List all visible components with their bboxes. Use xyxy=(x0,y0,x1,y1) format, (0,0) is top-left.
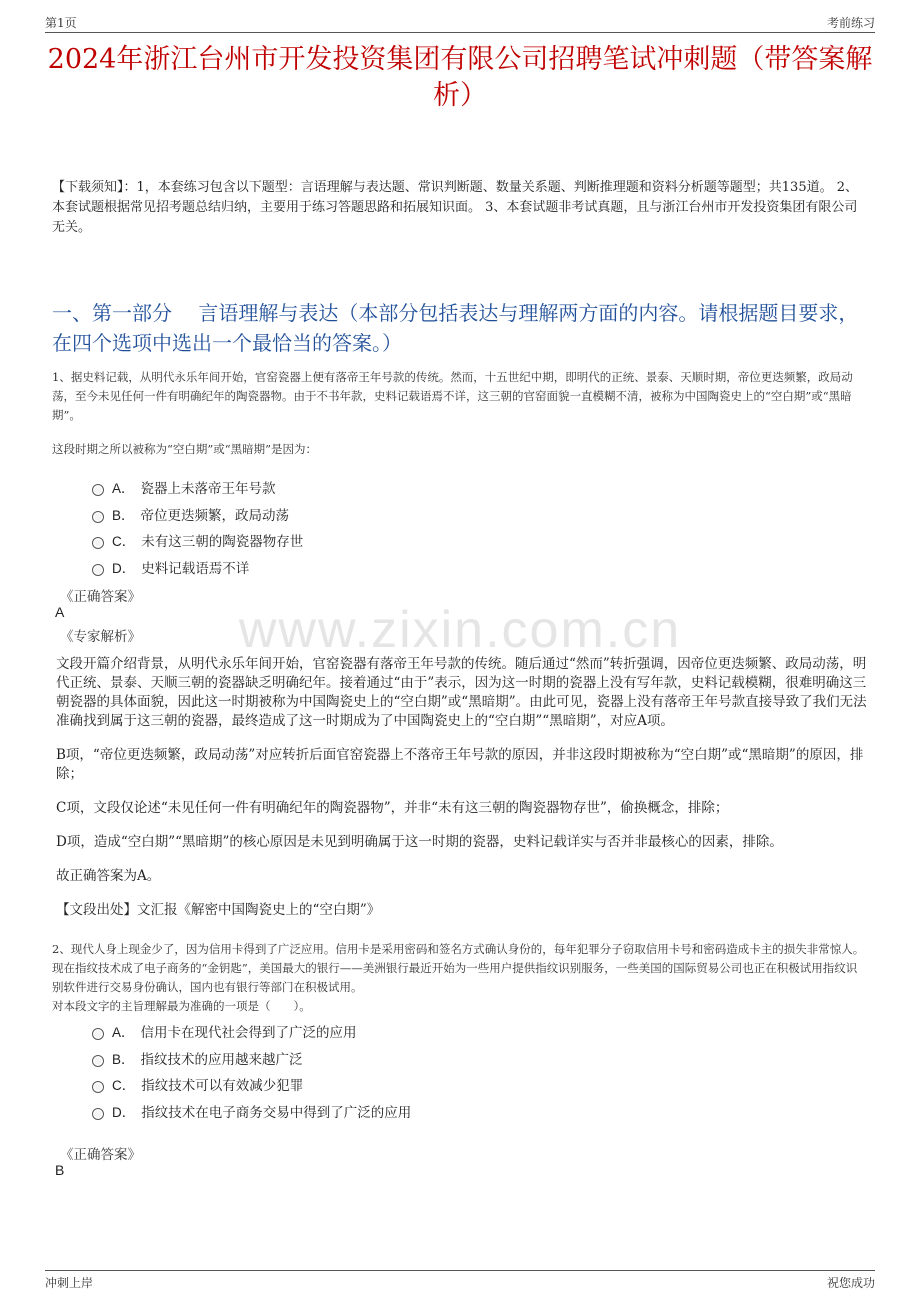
radio-icon[interactable] xyxy=(92,1055,104,1067)
question-1-prompt: 这段时期之所以被称为“空白期”或“黑暗期”是因为： xyxy=(52,442,318,456)
question-2-options xyxy=(92,1018,411,1124)
question-2-stem: 2、现代人身上现金少了，因为信用卡得到了广泛应用。信用卡是采用密码和签名方式确认身份的，每年犯罪分子窃取信用卡号和密码造成卡主的损失非常惊人。现在指纹技术成了电子商务的“金钥匙”，美国最大的银行——美洲银行最近开始为一些用户提供指纹识别服务，一些美国的国际贸易公司也正在积极试用指纹识别软件进行交易身份确认，国内也有银行等部门在积极试用。 对本段文字的主旨理解最为准确的一项是（ ）。 xyxy=(52,940,868,1016)
q2-option-d[interactable]: D． 指纹技术在电子商务交易中得到了广泛的应用 xyxy=(92,1098,411,1125)
q1-analysis-label: 《专家解析》 xyxy=(60,629,141,645)
page-header xyxy=(45,12,875,33)
analysis-paragraph: 故正确答案为A。 xyxy=(56,868,161,884)
page-footer xyxy=(45,1270,875,1291)
radio-icon[interactable] xyxy=(92,1108,104,1120)
radio-icon[interactable] xyxy=(92,1028,104,1040)
option-text: 未有这三朝的陶瓷器物存世 xyxy=(141,534,304,551)
q1-answer-label: 《正确答案》 xyxy=(60,589,141,605)
footer-left: 冲刺上岸 xyxy=(45,1276,94,1290)
watermark: www.zixin.com.cn xyxy=(238,601,682,659)
option-text: 瓷器上未落帝王年号款 xyxy=(140,481,276,498)
q1-answer: A xyxy=(55,604,65,620)
option-text: 帝位更迭频繁，政局动荡 xyxy=(140,507,290,524)
page-title: 2024年浙江台州市开发投资集团有限公司招聘笔试冲刺题（带答案解析） xyxy=(47,44,873,111)
option-text: 指纹技术可以有效减少犯罪 xyxy=(141,1078,304,1095)
radio-icon[interactable] xyxy=(92,484,104,496)
radio-icon[interactable] xyxy=(92,564,104,576)
option-text: 指纹技术的应用越来越广泛 xyxy=(140,1051,303,1068)
analysis-paragraph: B项，“帝位更迭频繁，政局动荡”对应转折后面官窑瓷器上不落帝王年号款的原因，并非这段时期被称为“空白期”或“黑暗期”的原因，排除； xyxy=(56,747,864,782)
q1-analysis xyxy=(56,655,868,935)
question-1-stem: 1、据史料记载，从明代永乐年间开始，官窑瓷器上便有落帝王年号款的传统。然而，十五世纪中期，即明代的正统、景泰、天顺时期，帝位更迭频繁，政局动荡，至今未见任何一件有明确纪年的陶瓷器物。由于不书年款，史料记载语焉不详，这三朝的官窑面貌一直模糊不清，被称为中国陶瓷史上的“空白期”或“黑暗期”。 xyxy=(52,370,853,422)
q2-answer: B xyxy=(55,1162,65,1178)
q1-option-c[interactable]: C． 未有这三朝的陶瓷器物存世 xyxy=(92,527,303,554)
q2-option-b[interactable]: B． 指纹技术的应用越来越广泛 xyxy=(92,1045,411,1072)
q1-option-b[interactable]: B． 帝位更迭频繁，政局动荡 xyxy=(92,501,303,528)
download-notice: 【下载须知】：1，本套练习包含以下题型：言语理解与表达题、常识判断题、数量关系题、判断推理题和资料分析题等题型；共135道。 2、本套试题根据常见招考题总结归纳，主要用于练习答题思路和拓展知识面。 3、本套试题非考试真题，且与浙江台州市开发投资集团有限公司无关。 xyxy=(52,180,858,235)
q1-option-d[interactable]: D． 史料记载语焉不详 xyxy=(92,554,303,581)
q1-option-a[interactable]: A． 瓷器上未落帝王年号款 xyxy=(92,474,303,501)
option-text: 史料记载语焉不详 xyxy=(141,560,250,577)
radio-icon[interactable] xyxy=(92,1081,104,1093)
page-number: 第1页 xyxy=(45,16,77,30)
analysis-source: 【文段出处】文汇报《解密中国陶瓷史上的“空白期”》 xyxy=(56,902,381,918)
radio-icon[interactable] xyxy=(92,511,104,523)
analysis-paragraph: 文段开篇介绍背景，从明代永乐年间开始，官窑瓷器有落帝王年号款的传统。随后通过“然而”转折强调，因帝位更迭频繁、政局动荡，明代正统、景泰、天顺三朝的瓷器缺乏明确纪年。接着通过“由于”表示，因为这一时期的瓷器上没有写年款，史料记载模糊，很难明确这三朝瓷器的具体面貌，因此这一时期被称为中国陶瓷史上的“空白期”或“黑暗期”。由此可见，瓷器上没有落帝王年号款直接导致了我们无法准确找到属于这三朝的瓷器，最终造成了这一时期成为了中国陶瓷史上的“空白期”“黑暗期”，对应A项。 xyxy=(56,656,867,729)
radio-icon[interactable] xyxy=(92,537,104,549)
question-1-options xyxy=(92,474,303,580)
option-text: 指纹技术在电子商务交易中得到了广泛的应用 xyxy=(141,1104,412,1121)
header-label: 考前练习 xyxy=(826,16,875,30)
option-text: 信用卡在现代社会得到了广泛的应用 xyxy=(140,1025,357,1042)
question-2-prompt: 对本段文字的主旨理解最为准确的一项是（ ）。 xyxy=(52,999,311,1013)
section-title: 一、第一部分 言语理解与表达（本部分包括表达与理解两方面的内容。请根据题目要求，在四个选项中选出一个最恰当的答案。） xyxy=(52,301,859,355)
q2-option-a[interactable]: A． 信用卡在现代社会得到了广泛的应用 xyxy=(92,1018,411,1045)
footer-right: 祝您成功 xyxy=(826,1276,875,1290)
analysis-paragraph: D项，造成“空白期”“黑暗期”的核心原因是未见到明确属于这一时期的瓷器，史料记载详实与否并非最核心的因素，排除。 xyxy=(56,834,783,850)
q2-option-c[interactable]: C． 指纹技术可以有效减少犯罪 xyxy=(92,1071,411,1098)
analysis-paragraph: C项，文段仅论述“未见任何一件有明确纪年的陶瓷器物”，并非“未有这三朝的陶瓷器物存世”，偷换概念，排除； xyxy=(56,800,729,816)
q2-answer-label: 《正确答案》 xyxy=(60,1147,141,1163)
